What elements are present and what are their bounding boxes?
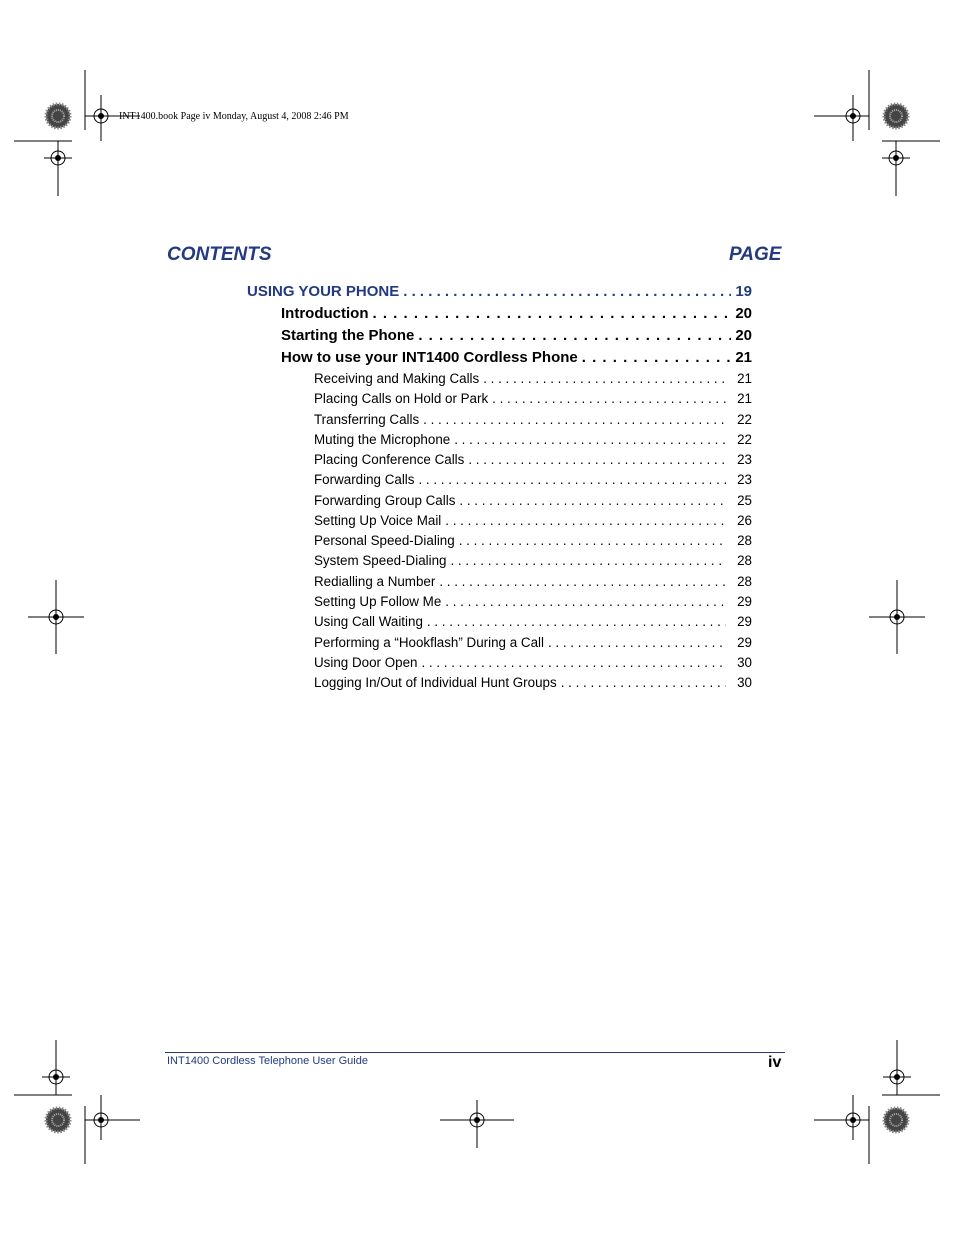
toc-entry-page: 28 <box>737 533 752 549</box>
toc-entry-page: 22 <box>737 411 752 427</box>
toc-entry-title: Muting the Microphone <box>314 431 451 447</box>
toc-entry-title: Forwarding Group Calls <box>314 492 456 508</box>
toc-entry-page: 30 <box>737 654 752 670</box>
starburst-mark-icon <box>884 1108 908 1132</box>
toc-entry-title: Forwarding Calls <box>314 472 415 488</box>
toc-entry-page: 29 <box>737 634 752 650</box>
toc-entry-page: 25 <box>737 492 752 508</box>
footer-title: INT1400 Cordless Telephone User Guide <box>167 1055 368 1067</box>
toc-entry-title: USING YOUR PHONE <box>247 283 400 300</box>
toc-entry-page: 19 <box>735 283 752 300</box>
toc-entry-title: Placing Calls on Hold or Park <box>314 391 489 407</box>
starburst-mark-icon <box>46 1108 70 1132</box>
toc-entry-page: 28 <box>737 573 752 589</box>
page-heading: PAGE <box>729 244 782 265</box>
toc-entry-page: 29 <box>737 594 752 609</box>
toc-entry-page: 21 <box>737 371 752 386</box>
toc-entry-title: Introduction <box>281 305 369 322</box>
toc-entry-page: 23 <box>737 452 752 468</box>
toc-entry-title: How to use your INT1400 Cordless Phone <box>281 349 578 366</box>
toc-entry-title: Starting the Phone <box>281 327 415 344</box>
starburst-mark-icon <box>46 104 70 128</box>
toc-entry-page: 28 <box>737 553 752 569</box>
toc-entry-title: Placing Conference Calls <box>314 452 465 468</box>
toc-entry-page: 23 <box>737 472 752 488</box>
toc-entry-title: Redialling a Number <box>314 573 436 589</box>
starburst-mark-icon <box>884 104 908 128</box>
toc-entry-page: 29 <box>737 614 752 630</box>
footer-page-number: iv <box>768 1054 782 1071</box>
toc-entry-page: 20 <box>735 305 752 322</box>
toc-entry-title: Performing a “Hookflash” During a Call <box>314 634 544 650</box>
contents-heading: CONTENTS <box>167 244 272 265</box>
toc-entry-title: Using Call Waiting <box>314 614 423 630</box>
toc-entry-page: 20 <box>735 327 752 344</box>
toc-entry-page: 21 <box>735 349 752 366</box>
toc-entry-title: Setting Up Voice Mail <box>314 512 442 528</box>
toc-entry-page: 30 <box>737 675 752 690</box>
toc-entry-title: Transferring Calls <box>314 411 420 427</box>
print-slug: INT1400.book Page iv Monday, August 4, 2008 2:46 PM <box>119 111 349 122</box>
toc-entry-title: System Speed-Dialing <box>314 553 447 569</box>
toc-entry-page: 21 <box>737 391 752 407</box>
toc-entry-title: Receiving and Making Calls <box>314 371 480 386</box>
toc-entry-title: Personal Speed-Dialing <box>314 533 455 549</box>
toc-entry-page: 26 <box>737 512 752 528</box>
toc-entry-title: Setting Up Follow Me <box>314 594 442 609</box>
toc-entry-page: 22 <box>737 431 752 447</box>
toc-entry-title: Using Door Open <box>314 654 418 670</box>
toc-entry-title: Logging In/Out of Individual Hunt Groups <box>314 675 557 690</box>
